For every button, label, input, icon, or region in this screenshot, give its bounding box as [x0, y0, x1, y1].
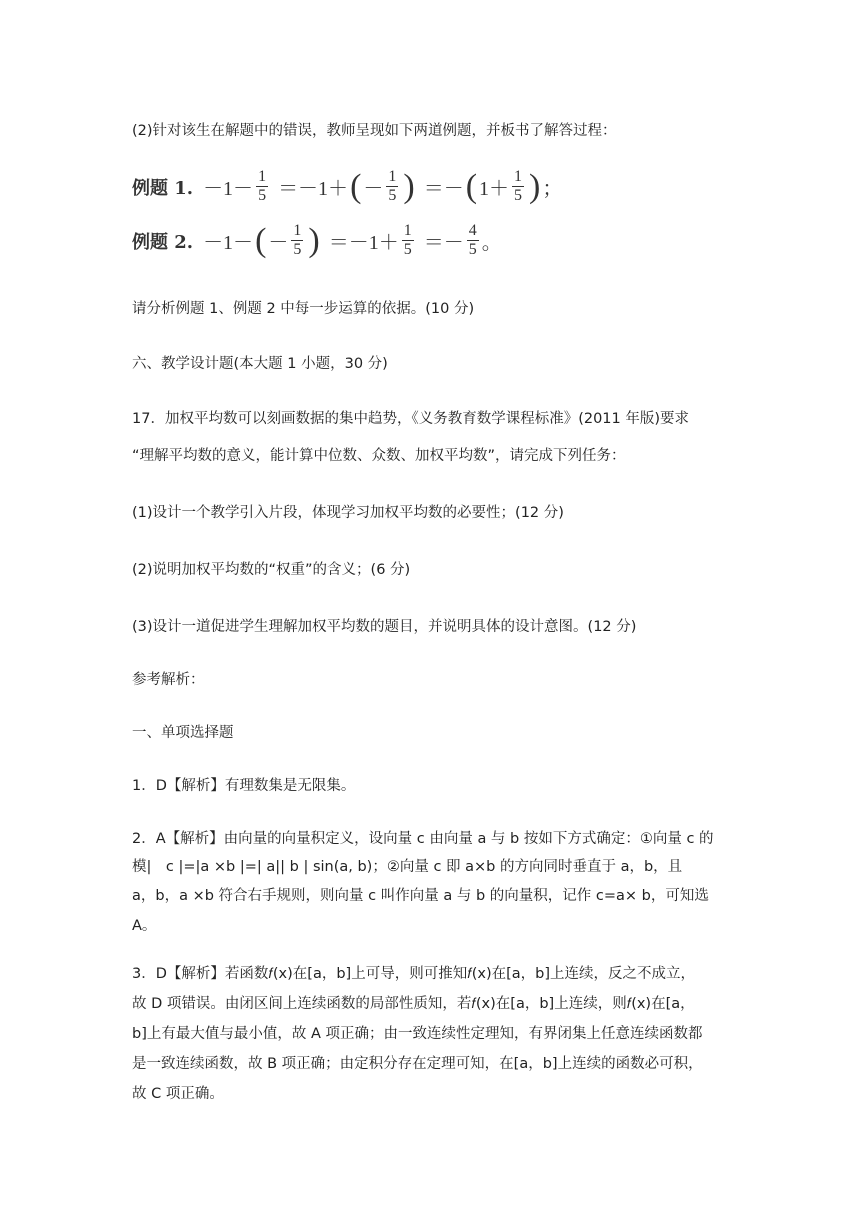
numerator: 1 [258, 168, 267, 185]
section-heading-1: 一、单项选择题 [132, 725, 234, 741]
reference-analysis-heading: 参考解析： [132, 672, 205, 688]
math-term: ＝－ [423, 178, 464, 200]
task-2: (2)说明加权平均数的“权重”的含义；(6 分) [132, 562, 411, 578]
example-2-label: 例题 2. [132, 231, 194, 253]
fraction [291, 222, 303, 259]
paren: ( [255, 221, 267, 259]
denominator: 5 [293, 241, 302, 258]
math-term: ＝－1＋ [278, 178, 349, 200]
paren: ( [350, 167, 362, 205]
answer-1: 1．D【解析】有理数集是无限集。 [132, 778, 356, 794]
paren: ( [465, 167, 478, 205]
paren: ) [403, 167, 415, 205]
denominator: 5 [514, 187, 523, 204]
math-term: ＝－ [423, 232, 464, 254]
answer-3-line-3: b]上有最大值与最小值，故 A 项正确；由一致连续性定理知，有界闭集上任意连续函数都 [132, 1026, 703, 1042]
answer-3-line-5: 故 C 项正确。 [132, 1086, 224, 1102]
numerator: 4 [468, 222, 477, 239]
math-term: 1＋ [479, 178, 510, 200]
fraction [256, 168, 268, 205]
question-17-line-1: 17．加权平均数可以刻画数据的集中趋势，《义务教育数学课程标准》(2011 年版)要求 [132, 411, 690, 427]
answer-2-line-3: a，b，a ×b 符合右手规则，则向量 c 叫作向量 a 与 b 的向量积，记作 c=a× b，可知选 [132, 888, 709, 904]
answer-3-line-1: 3．D【解析】若函数𝑓(x)在[a，b]上可导，则可推知𝑓(x)在[a，b]上连续，反之不成立， [132, 966, 696, 982]
denominator: 5 [258, 187, 267, 204]
question-17-line-2: “理解平均数的意义，能计算中位数、众数、加权平均数”，请完成下列任务： [132, 448, 626, 464]
fraction [512, 168, 524, 205]
example-1-equation [132, 168, 562, 205]
answer-2-line-2: 模| c |=|a ×b |=| a|| b | sin(a, b)；②向量 c 即 a×b 的方向同时垂直于 a，b，且 [132, 859, 683, 875]
numerator: 1 [514, 168, 523, 185]
math-term: －1－ [203, 178, 254, 200]
math-term: －1－ [203, 232, 254, 254]
task-3: (3)设计一道促进学生理解加权平均数的题目，并说明具体的设计意图。(12 分) [132, 619, 637, 635]
math-term: ＝－1＋ [328, 232, 399, 254]
task-1: (1)设计一个教学引入片段，体现学习加权平均数的必要性；(12 分) [132, 505, 564, 521]
math-term: － [363, 178, 384, 200]
numerator: 1 [388, 168, 397, 185]
example-2-equation [132, 222, 502, 259]
section-heading-6: 六、教学设计题(本大题 1 小题，30 分) [132, 356, 388, 372]
math-term: 。 [481, 232, 502, 254]
paragraph-task-2: (2)针对该生在解题中的错误，教师呈现如下两道例题，并板书了解答过程： [132, 123, 617, 139]
numerator: 1 [293, 222, 302, 239]
fraction [386, 168, 398, 205]
answer-3-line-4: 是一致连续函数，故 B 项正确；由定积分存在定理可知，在[a，b]上连续的函数必可积， [132, 1056, 703, 1072]
math-term: ； [542, 178, 563, 200]
math-term: － [268, 232, 289, 254]
answer-2-line-4: A。 [132, 918, 157, 934]
numerator: 1 [403, 222, 412, 239]
denominator: 5 [403, 241, 412, 258]
paren: ) [308, 221, 320, 259]
answer-2-line-1: 2．A【解析】由向量的向量积定义，设向量 c 由向量 a 与 b 按如下方式确定：①向量 c 的 [132, 831, 714, 847]
answer-3-line-2: 故 D 项错误。由闭区间上连续函数的局部性质知，若𝑓(x)在[a，b]上连续，则𝑓(x)在[a， [132, 996, 695, 1012]
denominator: 5 [468, 241, 477, 258]
fraction [402, 222, 414, 259]
fraction [467, 222, 479, 259]
example-1-label: 例题 1. [132, 177, 194, 199]
denominator: 5 [388, 187, 397, 204]
paragraph-analysis-request: 请分析例题 1、例题 2 中每一步运算的依据。(10 分) [132, 301, 475, 317]
paren: ) [529, 167, 541, 205]
